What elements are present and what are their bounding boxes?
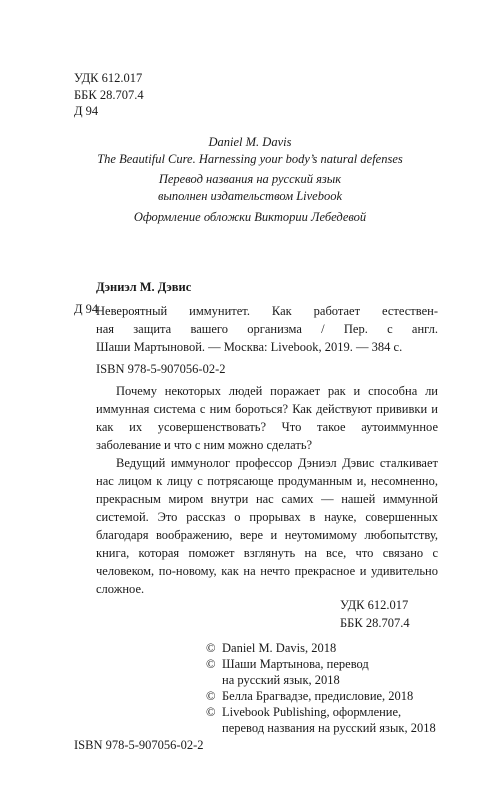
catalog-entry-line-1: Невероятный иммунитет. Как работает естествен- bbox=[96, 304, 438, 318]
isbn-top: ISBN 978-5-907056-02-2 bbox=[96, 362, 226, 376]
copyright-text: Livebook Publishing, оформление, bbox=[222, 705, 402, 719]
copyright-symbol: © bbox=[206, 689, 216, 703]
copyright-line bbox=[206, 656, 456, 672]
translation-note-line-2: выполнен издательством Livebook bbox=[157, 189, 343, 203]
annotation-paragraph-2: Ведущий иммунолог профессор Дэниэл Дэвис сталкивает нас лицом к лицу с потрясающе продуманным и, несомненно, прекрасным миром внутри нас самих — нашей иммунной системой. Это рассказ о прорывах в науке, совершенных благодаря воображению, вере и неутомимому любопытству, книга, которая поможет взглянуть на все, что связано с человеком, по-новому, как на нечто прекрасное и удивительно сложное. bbox=[96, 456, 438, 596]
classification-block bbox=[74, 70, 144, 120]
copyright-line bbox=[206, 640, 456, 656]
udk-code: УДК 612.017 bbox=[74, 71, 143, 85]
catalog-entry-code: Д 94 bbox=[74, 302, 99, 316]
copyright-symbol: © bbox=[206, 657, 216, 671]
copyright-line bbox=[206, 688, 456, 704]
bbk-code: ББК 28.707.4 bbox=[74, 87, 144, 102]
cover-design-credit: Оформление обложки Виктории Лебедевой bbox=[133, 210, 367, 224]
catalog-entry bbox=[96, 302, 438, 356]
original-title-block bbox=[0, 134, 500, 205]
classification-bottom bbox=[340, 596, 410, 632]
author-name: Дэниэл М. Дэвис bbox=[96, 280, 192, 294]
copyright-line bbox=[206, 704, 456, 720]
copyright-text: Daniel M. Davis, 2018 bbox=[222, 641, 337, 655]
annotation bbox=[96, 382, 438, 598]
original-title: The Beautiful Cure. Harnessing your body’s natural defenses bbox=[97, 152, 403, 166]
author-sign-code: Д 94 bbox=[74, 104, 99, 118]
copyright-text: перевод названия на русский язык, 2018 bbox=[222, 721, 436, 735]
copyright-text: Шаши Мартынова, перевод bbox=[222, 657, 369, 671]
copyright-block bbox=[206, 640, 456, 736]
catalog-entry-line-2: ная защита вашего организма / Пер. с англ. bbox=[96, 322, 438, 336]
copyright-symbol: © bbox=[206, 641, 216, 655]
copyright-text: на русский язык, 2018 bbox=[222, 673, 340, 687]
annotation-paragraph-1: Почему некоторых людей поражает рак и способна ли иммунная система с ним бороться? Как действуют прививки и как их усовершенствовать? Что такое аутоиммунное заболевание и что с ним можно сделать? bbox=[96, 384, 438, 452]
copyright-line bbox=[206, 672, 456, 688]
udk-code-bottom: УДК 612.017 bbox=[340, 598, 409, 612]
bbk-code-bottom: ББК 28.707.4 bbox=[340, 616, 410, 630]
isbn-bottom: ISBN 978-5-907056-02-2 bbox=[74, 738, 204, 752]
translation-note-line-1: Перевод названия на русский язык bbox=[158, 172, 342, 186]
copyright-symbol: © bbox=[206, 705, 216, 719]
original-author: Daniel M. Davis bbox=[208, 135, 292, 149]
copyright-line bbox=[206, 720, 456, 736]
copyright-text: Белла Брагвадзе, предисловие, 2018 bbox=[222, 689, 414, 703]
catalog-entry-line-3: Шаши Мартыновой. — Москва: Livebook, 2019. — 384 с. bbox=[96, 340, 403, 354]
